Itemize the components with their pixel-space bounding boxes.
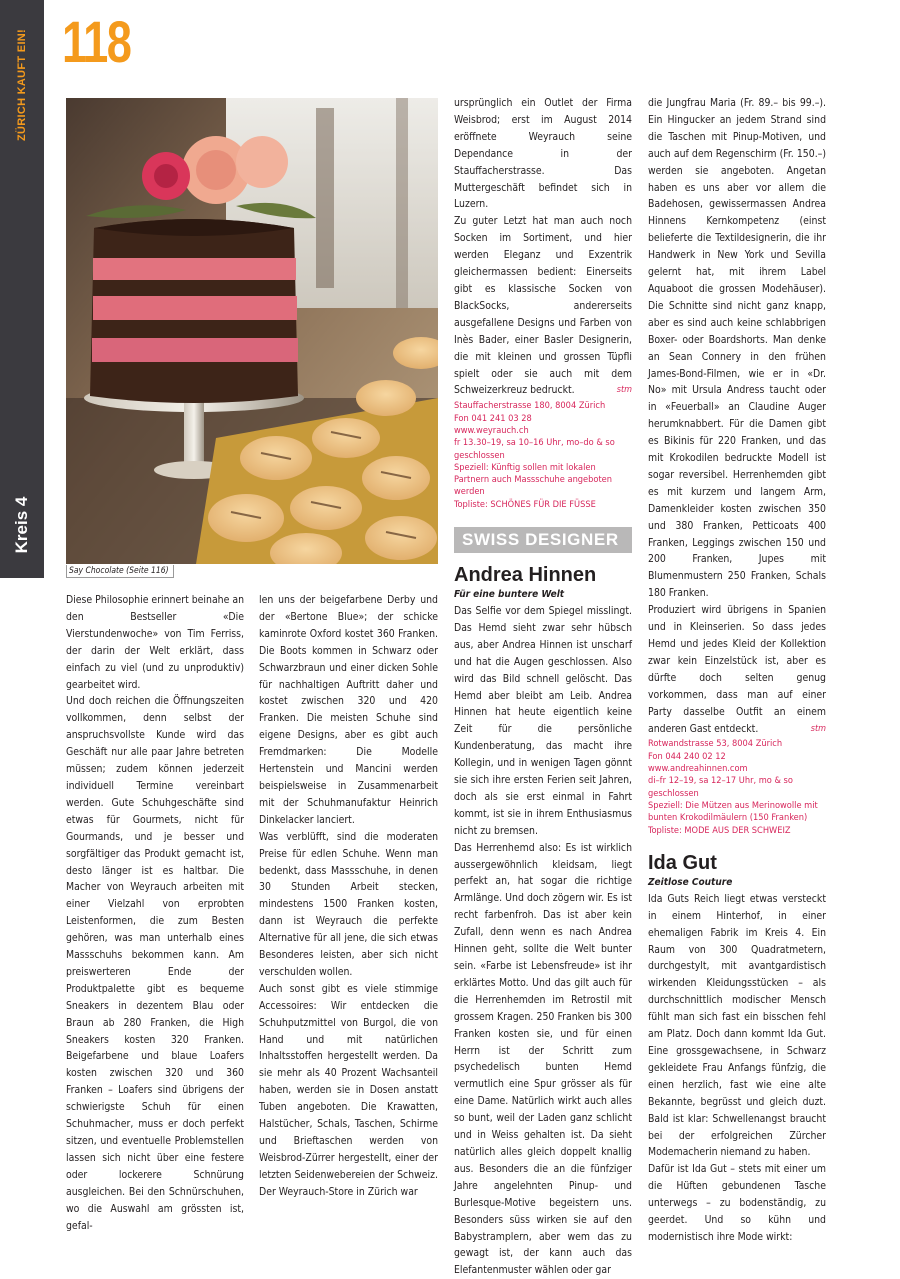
store-info-andrea-hinnen (648, 738, 826, 836)
special-note: Speziell: Künftig sollen mit lokalen Partnern auch Massschuhe angeboten werden (454, 461, 613, 498)
website-link[interactable]: www.weyrauch.ch (454, 424, 529, 436)
paragraph: ursprünglich ein Outlet der Firma Weisbrod; erst im August 2014 eröffnete Weyrauch seine Dependance in der Stauffacherstrasse. Das Muttergeschäft befindet sich in Luzern. (454, 97, 632, 211)
series-label: ZÜRICH KAUFT EIN! (16, 28, 28, 142)
sidebar-strip (0, 0, 44, 578)
toplist: Topliste: SCHÖNES FÜR DIE FÜSSE (454, 498, 596, 510)
cake-photo (66, 98, 438, 564)
text-column-2 (259, 592, 438, 1201)
paragraph: Auch sonst gibt es viele stimmige Accessoires: Wir entdecken die Schuhputzmittel von Burgol, die von Hand und mit natürlichen Inhaltsstoffen hergestellt werden. Da sie mehr als 40 Prozent Wachsanteil haben, werden sie in Dosen anstatt Tuben angeboten. Die Krawatten, Halstücher, Schals, Taschen, Schirme und Brieftaschen werden von Weisbrod-Zürrer hergestellt, einer der letzten Seidenwebereien der Schweiz. Der Weyrauch-Store in Zürich war (259, 982, 438, 1198)
author-signature: stm (616, 385, 632, 396)
paragraph: Und doch reichen die Öffnungszeiten vollkommen, denn selbst der anspruchsvollste Kunde wird das Geschäft nur alle paar Jahre betreten müssen; zudem können jederzeit individuell Termine vereinbart werden. Gute Schuhgeschäfte sind etwas für Gourmets, nicht für Gourmands, und je besser und sorgfältiger das Produkt gemacht ist, desto länger ist es haltbar. Die Macher von Weyrauch arbeiten mit einer Vielzahl von erprobten Leistenformen, die zum Besten gehören, was man unterhalb eines Massschuhs bekommen kann. Am preiswerteren Ende der Produktpalette gibt es bequeme Sneakers in dezentem Blau oder Braun ab 280 Franken, die High Sneakers kosten 320 Franken. Beigefarbene und blaue Loafers kosten zwischen 320 und 360 Franken – Loafers sind übrigens der schwierigste Schuh für einen Schuhmacher, muss er doch perfekt sitzen, und eventuelle Problemstellen lassen sich nicht über eine festere oder lockerere Schnürung ausgleichen. Bei den Schnürschuhen, wo die Auswahl am grössten ist, gefal- (66, 695, 244, 1232)
store-heading: Ida Gut (648, 851, 717, 874)
store-info-weyrauch (454, 400, 632, 511)
paragraph: Diese Philosophie erinnert beinahe an den Bestseller «Die Vierstundenwoche» von Tim Ferriss, der darin der Welt erklärt, dass einfach zu viel (und zu unproduktiv) gearbeitet wird. (66, 594, 244, 691)
address: Stauffacherstrasse 180, 8004 Zürich (454, 400, 606, 412)
text-column-4 (648, 95, 826, 1246)
address: Rotwandstrasse 53, 8004 Zürich (648, 738, 783, 750)
paragraph: die Jungfrau Maria (Fr. 89.– bis 99.–). Ein Hingucker an jedem Strand sind die Taschen mit Pinup-Motiven, und auch auf dem Regenschirm (Fr. 150.–) werden sie angeboten. Angetan haben es uns aber vor allem die Badehosen, gewissermassen Andrea Hinnens Kernkompetenz (einst belieferte die Textildesignerin, die ihr Handwerk in New York und Sevilla gelernt hat, mit ihrem Label Aquaboot die grossen Modehäuser). Die Schnitte sind nicht ganz knapp, aber es sind auch keine schlabbrigen Boxer- oder Boardshorts. Man denke an Sean Connery in den frühen James-Bond-Filmen, wie er in «Dr. No» mit Ursula Andress taucht oder in «Feuerball» an Claudine Auger herumknabbert. Für die Damen gibt es Bikinis für 220 Franken, und das mit Krokodilen bedruckte Modell ist sogar reversibel. Herrenhemden gibt es mit kurzem und langem Arm, Damenkleider kosten zwischen 350 und 380 Franken, Petticoats 400 Franken, Leggings zwischen 150 und 200 Franken, Jupes mit Blumenmustern 250 Franken, Schals 180 Franken. (648, 97, 826, 600)
paragraph: Das Herrenhemd also: Es ist wirklich aussergewöhnlich kleidsam, liegt perfekt an, hat sogar die richtige Armlänge. Und doch zögern wir. Es ist recht farbenfroh. Das ist aber kein Zufall, denn wenn es nach Andrea Hinnen geht, sollte die Welt bunter sein. «Farbe ist Lebensfreude» ist ihr erklärtes Motto. Und das gilt auch für die Herrenhemden im Retrostil mit grossem Kragen. 250 Franken bis 300 Franken kosten sie, und für einen Herrn ist der Schritt zum psychedelisch bunten Hemd vermutlich eine Spur grösser als für eine Dame. Natürlich wirkt auch alles so bunt, weil der Laden ganz schlicht und in Weiss gehalten ist. Da sieht natürlich alles gleich doppelt knallig aus. Besonders die an die fünfziger Jahre angelehnten Pinup- und Burlesque-Motive begeistern uns. Besonders süss wirken sie auf den Babystramplern, aber wem das zu gewagt ist, der kann auch das Elefantenmuster wählen oder gar (454, 841, 632, 1277)
text-column-3 (454, 95, 632, 1279)
store-tagline: Zeitlose Couture (648, 876, 733, 888)
paragraph: Produziert wird übrigens in Spanien und in Kleinserien. So dass jedes Hemd und jedes Kleid der Kollektion zwar kein Einzelstück ist, aber es dürfte doch selten genug vorkommen, dass man auf einer Party dasselbe Outfit an einem anderen Gast entdeckt. stm (648, 602, 826, 737)
series-label-box (4, 10, 40, 160)
toplist: Topliste: MODE AUS DER SCHWEIZ (648, 824, 791, 836)
paragraph: Zu guter Letzt hat man auch noch Socken im Sortiment, und hier werden Eleganz und Exzentrik gleichermassen bedient: Einerseits gibt es klassische Socken von BlackSocks, andererseits ausgefallene Designs und Farben von Inès Bader, einer Basler Designerin, die mit kleinen und grossen Tüpfli spielt oder sie auch mit dem Schweizerkreuz bedruckt. stm (454, 213, 632, 399)
paragraph: Dafür ist Ida Gut – stets mit einer um die Hüften gebundenen Tasche unterwegs – zu bodenständig, zu geerdet. Und so kühn und modernistisch ihre Mode wirkt: (648, 1163, 826, 1243)
store-heading: Andrea Hinnen (454, 563, 597, 586)
district-label: Kreis 4 (12, 496, 31, 554)
author-signature: stm (810, 723, 826, 734)
page-number: 118 (62, 10, 131, 75)
text-column-1 (66, 592, 244, 1234)
phone: Fon 041 241 03 28 (454, 412, 532, 424)
paragraph: Ida Guts Reich liegt etwas versteckt in einem Hinterhof, in einer ehemaligen Fabrik im Kreis 4. Ein Raum von 300 Quadratmetern, durchgestylt, mit avantgardistisch wirkenden Kleidungsstücken – als durchschnittlich modischer Mensch fühlt man sich fast ein bisschen fehl am Platz. Doch dann kommt Ida Gut. Eine grossgewachsene, in Schwarz gekleidete Frau Anfangs fünfzig, die einen herzlich, fast wie eine alte Bekannte, begrüsst und gleich duzt. Bald ist klar: Schwellenangst braucht bei der erfolgreichen Zürcher Modemacherin niemand zu haben. (648, 892, 826, 1159)
photo-caption: Say Chocolate (Seite 116) (66, 565, 174, 578)
opening-hours: di–fr 12–19, sa 12–17 Uhr, mo & so geschlossen (648, 775, 793, 799)
website-link[interactable]: www.andreahinnen.com (648, 763, 748, 775)
opening-hours: fr 13.30–19, sa 10–16 Uhr, mo–do & so geschlossen (454, 437, 615, 461)
paragraph: Was verblüfft, sind die moderaten Preise für edlen Schuhe. Wenn man bedenkt, dass Massschuhe, in denen 30 Stunden Arbeit stecken, mindestens 1500 Franken kosten, dann ist Weyrauch die perfekte Alternative für all jene, die sich etwas Besonderes leisten, aber sich nicht verschulden wollen. (259, 830, 438, 978)
paragraph: Das Selfie vor dem Spiegel misslingt. Das Hemd sieht zwar sehr hübsch aus, aber Andrea Hinnen ist unscharf und hat die Augen geschlossen. Also wird das Bild schnell gelöscht. Das Hemd aber bleibt am Leib. Andrea Hinnen hat heute eigentlich keine Zeit für die persönliche Kundenberatung, das macht ihre Kollegin, und in wenigen Tagen gönnt sie sich ihre ersten Ferien seit Jahren, doch als sie erst einmal in Fahrt kommt, ist sie in ihrem Enthusiasmus nicht zu bremsen. (454, 604, 632, 837)
paragraph: len uns der beigefarbene Derby und der «Bertone Blue»; der schicke kaminrote Oxford kostet 360 Franken. Die Boots kommen in Schwarz oder Schwarzbraun und einer dicken Sohle für nachhaltigen Auftritt daher und kostet zwischen 320 und 420 Franken. Die meisten Schuhe sind eigene Designs, aber es gibt auch Fremdmarken: Die Modelle Hertenstein und Mancini werden beispielsweise in Zusammenarbeit mit der Schuhmanufaktur Heinrich Dinkelacker lanciert. (259, 594, 438, 826)
phone: Fon 044 240 02 12 (648, 750, 726, 762)
special-note: Speziell: Die Mützen aus Merinowolle mit bunten Krokodilmäulern (150 Franken) (648, 799, 818, 824)
district-label-box (4, 480, 40, 570)
section-rubric: SWISS DESIGNER (454, 527, 632, 553)
store-tagline: Für eine buntere Welt (454, 588, 565, 600)
